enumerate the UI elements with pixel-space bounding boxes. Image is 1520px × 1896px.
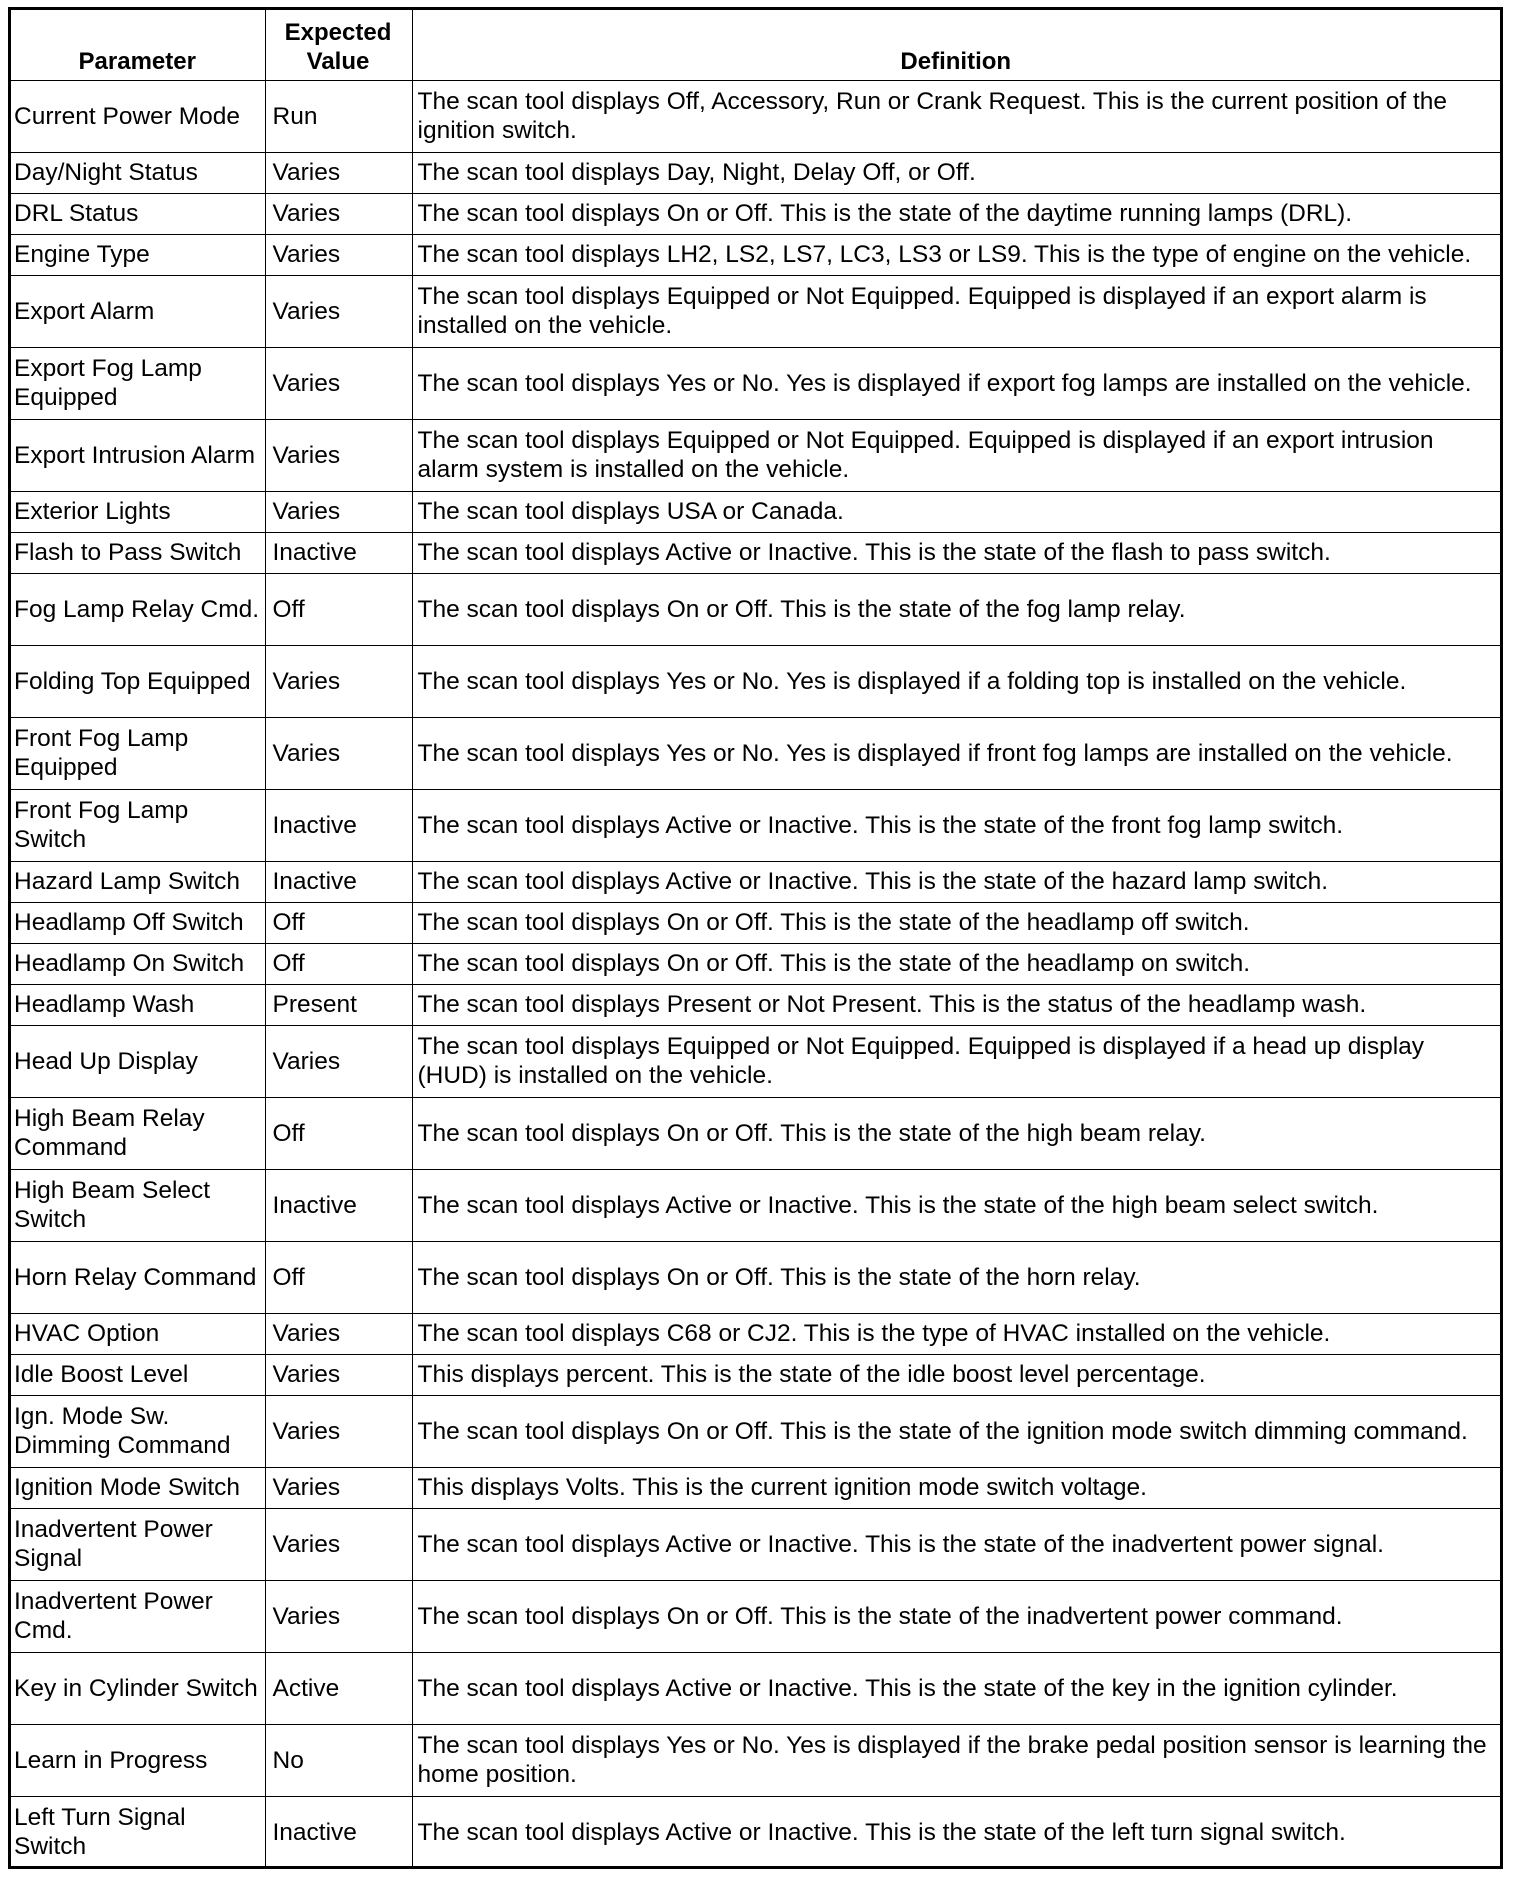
parameter-cell: Export Alarm [11, 275, 265, 347]
parameter-cell: Export Intrusion Alarm [11, 419, 265, 491]
expected-value-cell: Varies [265, 717, 412, 789]
table-row [11, 1796, 1500, 1868]
definition-cell: The scan tool displays Off, Accessory, Run or Crank Request. This is the current position of the ignition switch. [412, 80, 1500, 152]
expected-value-cell: Varies [265, 347, 412, 419]
parameter-cell: Engine Type [11, 234, 265, 275]
parameter-cell: Front Fog Lamp Equipped [11, 717, 265, 789]
expected-value-cell: Off [265, 1241, 412, 1313]
definition-cell: This displays percent. This is the state of the idle boost level percentage. [412, 1354, 1500, 1395]
table-row [11, 152, 1500, 193]
expected-value-cell: Varies [265, 1508, 412, 1580]
expected-value-cell: Off [265, 573, 412, 645]
table-row [11, 347, 1500, 419]
definition-cell: The scan tool displays Yes or No. Yes is displayed if front fog lamps are installed on the vehicle. [412, 717, 1500, 789]
definition-cell: The scan tool displays On or Off. This is the state of the horn relay. [412, 1241, 1500, 1313]
scan-tool-parameter-table [11, 10, 1500, 1868]
parameter-cell: Ign. Mode Sw. Dimming Command [11, 1395, 265, 1467]
table-row [11, 1395, 1500, 1467]
definition-cell: The scan tool displays Active or Inactive. This is the state of the left turn signal switch. [412, 1796, 1500, 1868]
expected-value-cell: Varies [265, 1467, 412, 1508]
definition-cell: The scan tool displays Active or Inactive. This is the state of the flash to pass switch. [412, 532, 1500, 573]
definition-cell: The scan tool displays Day, Night, Delay Off, or Off. [412, 152, 1500, 193]
definition-cell: The scan tool displays Active or Inactive. This is the state of the front fog lamp switch. [412, 789, 1500, 861]
expected-value-cell: Off [265, 902, 412, 943]
table-row [11, 717, 1500, 789]
parameter-cell: Left Turn Signal Switch [11, 1796, 265, 1868]
definition-cell: The scan tool displays Yes or No. Yes is displayed if export fog lamps are installed on the vehicle. [412, 347, 1500, 419]
parameter-cell: Headlamp On Switch [11, 943, 265, 984]
definition-cell: The scan tool displays C68 or CJ2. This is the type of HVAC installed on the vehicle. [412, 1313, 1500, 1354]
table-row [11, 1508, 1500, 1580]
table-row [11, 1097, 1500, 1169]
expected-value-cell: Varies [265, 1025, 412, 1097]
parameter-cell: Head Up Display [11, 1025, 265, 1097]
table-row [11, 789, 1500, 861]
expected-value-cell: Off [265, 1097, 412, 1169]
definition-cell: The scan tool displays On or Off. This is the state of the headlamp off switch. [412, 902, 1500, 943]
expected-value-cell: Inactive [265, 789, 412, 861]
expected-value-cell: Run [265, 80, 412, 152]
definition-cell: The scan tool displays On or Off. This is the state of the fog lamp relay. [412, 573, 1500, 645]
table-row [11, 861, 1500, 902]
header-expected-value: Expected Value [265, 10, 412, 80]
parameter-cell: Horn Relay Command [11, 1241, 265, 1313]
table-row [11, 573, 1500, 645]
table-row [11, 491, 1500, 532]
parameter-cell: High Beam Relay Command [11, 1097, 265, 1169]
definition-cell: The scan tool displays Equipped or Not Equipped. Equipped is displayed if an export intrusion alarm system is installed on the vehicle. [412, 419, 1500, 491]
expected-value-cell: Varies [265, 234, 412, 275]
definition-cell: The scan tool displays On or Off. This is the state of the inadvertent power command. [412, 1580, 1500, 1652]
parameter-cell: Ignition Mode Switch [11, 1467, 265, 1508]
definition-cell: The scan tool displays Active or Inactive. This is the state of the key in the ignition cylinder. [412, 1652, 1500, 1724]
table-row [11, 1241, 1500, 1313]
parameter-cell: Fog Lamp Relay Cmd. [11, 573, 265, 645]
parameter-cell: Export Fog Lamp Equipped [11, 347, 265, 419]
table-row [11, 1724, 1500, 1796]
table-row [11, 80, 1500, 152]
parameter-cell: High Beam Select Switch [11, 1169, 265, 1241]
table-row [11, 1354, 1500, 1395]
table-row [11, 1313, 1500, 1354]
table-row [11, 645, 1500, 717]
expected-value-cell: Inactive [265, 861, 412, 902]
expected-value-cell: Inactive [265, 1796, 412, 1868]
definition-cell: The scan tool displays On or Off. This is the state of the headlamp on switch. [412, 943, 1500, 984]
expected-value-cell: Varies [265, 491, 412, 532]
parameter-cell: Current Power Mode [11, 80, 265, 152]
table-row [11, 984, 1500, 1025]
parameter-cell: Hazard Lamp Switch [11, 861, 265, 902]
table-row [11, 943, 1500, 984]
parameter-cell: Headlamp Off Switch [11, 902, 265, 943]
expected-value-cell: Varies [265, 1395, 412, 1467]
table-row [11, 902, 1500, 943]
expected-value-cell: Inactive [265, 1169, 412, 1241]
table-row [11, 1467, 1500, 1508]
definition-cell: The scan tool displays Yes or No. Yes is displayed if the brake pedal position sensor is learning the home position. [412, 1724, 1500, 1796]
definition-cell: The scan tool displays Equipped or Not Equipped. Equipped is displayed if an export alarm is installed on the vehicle. [412, 275, 1500, 347]
table-row [11, 1025, 1500, 1097]
expected-value-cell: Varies [265, 275, 412, 347]
parameter-cell: Headlamp Wash [11, 984, 265, 1025]
expected-value-cell: Present [265, 984, 412, 1025]
table-row [11, 275, 1500, 347]
parameter-cell: Key in Cylinder Switch [11, 1652, 265, 1724]
parameter-cell: Exterior Lights [11, 491, 265, 532]
definition-cell: The scan tool displays USA or Canada. [412, 491, 1500, 532]
header-definition: Definition [412, 10, 1500, 80]
definition-cell: The scan tool displays Yes or No. Yes is displayed if a folding top is installed on the vehicle. [412, 645, 1500, 717]
definition-cell: The scan tool displays Active or Inactive. This is the state of the high beam select switch. [412, 1169, 1500, 1241]
table-header-row [11, 10, 1500, 80]
expected-value-cell: Off [265, 943, 412, 984]
definition-cell: The scan tool displays On or Off. This is the state of the daytime running lamps (DRL). [412, 193, 1500, 234]
table-row [11, 1580, 1500, 1652]
definition-cell: The scan tool displays Equipped or Not Equipped. Equipped is displayed if a head up display (HUD) is installed on the vehicle. [412, 1025, 1500, 1097]
parameter-cell: Learn in Progress [11, 1724, 265, 1796]
parameter-cell: HVAC Option [11, 1313, 265, 1354]
expected-value-cell: Varies [265, 152, 412, 193]
expected-value-cell: Varies [265, 645, 412, 717]
definition-cell: The scan tool displays On or Off. This is the state of the high beam relay. [412, 1097, 1500, 1169]
expected-value-cell: Active [265, 1652, 412, 1724]
expected-value-cell: Inactive [265, 532, 412, 573]
definition-cell: The scan tool displays LH2, LS2, LS7, LC3, LS3 or LS9. This is the type of engine on the vehicle. [412, 234, 1500, 275]
parameter-cell: Flash to Pass Switch [11, 532, 265, 573]
definition-cell: The scan tool displays Active or Inactive. This is the state of the inadvertent power signal. [412, 1508, 1500, 1580]
parameter-cell: DRL Status [11, 193, 265, 234]
definition-cell: The scan tool displays On or Off. This is the state of the ignition mode switch dimming command. [412, 1395, 1500, 1467]
expected-value-cell: No [265, 1724, 412, 1796]
expected-value-cell: Varies [265, 1580, 412, 1652]
parameter-cell: Inadvertent Power Cmd. [11, 1580, 265, 1652]
definition-cell: This displays Volts. This is the current ignition mode switch voltage. [412, 1467, 1500, 1508]
parameter-cell: Front Fog Lamp Switch [11, 789, 265, 861]
header-parameter: Parameter [11, 10, 265, 80]
parameter-cell: Folding Top Equipped [11, 645, 265, 717]
parameter-cell: Day/Night Status [11, 152, 265, 193]
table-row [11, 193, 1500, 234]
parameter-cell: Idle Boost Level [11, 1354, 265, 1395]
expected-value-cell: Varies [265, 193, 412, 234]
data-table-frame [8, 7, 1503, 1869]
table-row [11, 419, 1500, 491]
table-row [11, 234, 1500, 275]
definition-cell: The scan tool displays Present or Not Present. This is the status of the headlamp wash. [412, 984, 1500, 1025]
expected-value-cell: Varies [265, 1354, 412, 1395]
definition-cell: The scan tool displays Active or Inactive. This is the state of the hazard lamp switch. [412, 861, 1500, 902]
expected-value-cell: Varies [265, 419, 412, 491]
expected-value-cell: Varies [265, 1313, 412, 1354]
table-row [11, 1169, 1500, 1241]
table-row [11, 532, 1500, 573]
parameter-cell: Inadvertent Power Signal [11, 1508, 265, 1580]
table-row [11, 1652, 1500, 1724]
